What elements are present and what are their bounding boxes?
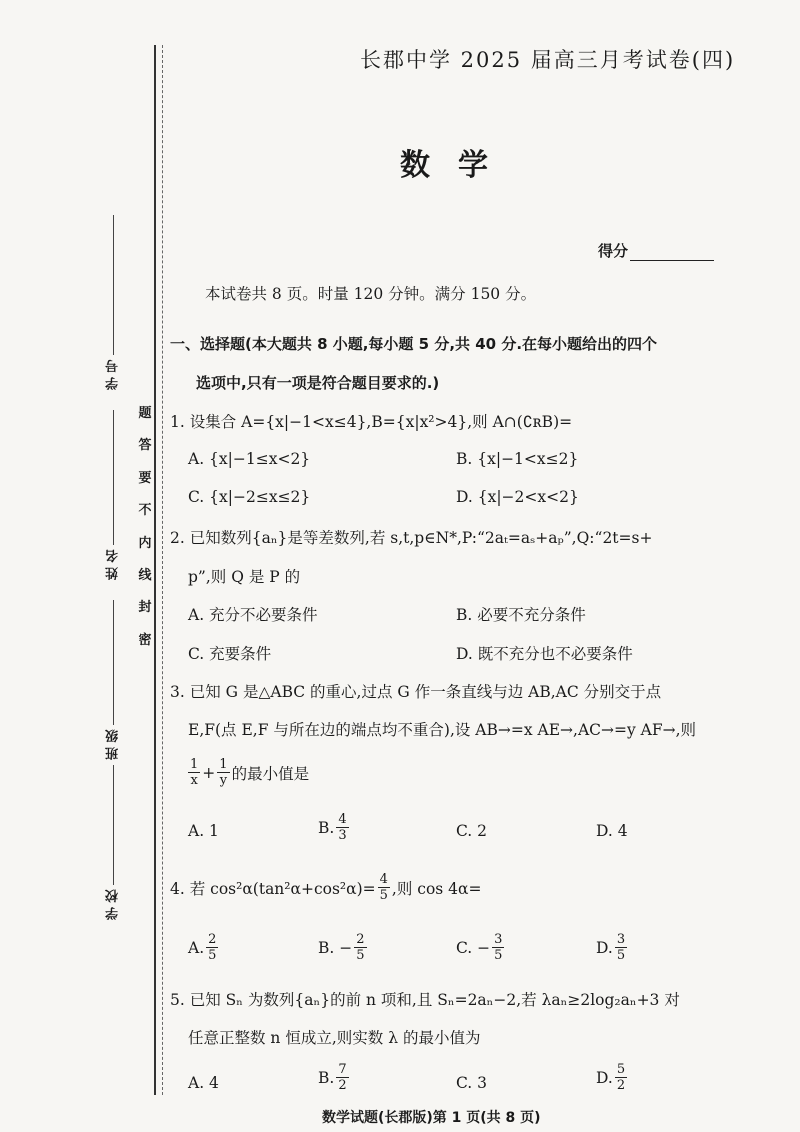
option-label: B. xyxy=(318,1068,335,1087)
score-label: 得分 xyxy=(598,242,629,260)
question-4-stem xyxy=(170,872,482,903)
question-4-text-tail: ,则 cos 4α= xyxy=(391,879,482,898)
option-label: B. − xyxy=(318,938,353,957)
q2-option-a: A. 充分不必要条件 xyxy=(188,606,318,624)
fraction-denominator: 5 xyxy=(494,948,503,963)
seal-char: 线 xyxy=(138,568,152,584)
class-blank xyxy=(113,600,114,725)
fraction-numerator: 3 xyxy=(616,932,626,947)
name-field xyxy=(104,400,123,580)
school-label: 学 校 xyxy=(106,889,121,920)
q5-option-a: A. 4 xyxy=(188,1074,219,1092)
fraction xyxy=(336,1062,348,1093)
fraction-denominator: 3 xyxy=(338,828,347,843)
q5-option-b xyxy=(318,1062,351,1093)
q3-option-d: D. 4 xyxy=(596,822,628,840)
school-blank xyxy=(113,765,114,885)
option-label: C. − xyxy=(456,938,491,957)
q3-option-a: A. 1 xyxy=(188,822,219,840)
q1-option-a: A. {x|−1≤x<2} xyxy=(188,450,311,468)
q2-option-c: C. 充要条件 xyxy=(188,645,272,663)
page-footer: 数学试题(长郡版)第 1 页(共 8 页) xyxy=(322,1110,541,1126)
fraction-numerator: 7 xyxy=(338,1062,347,1077)
fraction xyxy=(615,1062,627,1093)
q4-option-c xyxy=(456,932,506,963)
seal-char: 不 xyxy=(138,503,152,519)
fraction-numerator: 2 xyxy=(208,932,217,947)
name-blank xyxy=(113,410,114,545)
class-label: 班 级 xyxy=(106,729,121,760)
question-1-stem: 1. 设集合 A={x|−1<x≤4},B={x|x²>4},则 A∩(∁ʀB)= xyxy=(170,413,573,431)
fraction xyxy=(378,872,390,903)
seal-char: 密 xyxy=(138,632,152,648)
fraction xyxy=(615,932,627,963)
fraction-numerator: 2 xyxy=(356,932,365,947)
q1-option-d: D. {x|−2<x<2} xyxy=(456,488,579,506)
exam-title: 长郡中学 2025 届高三月考试卷(四) xyxy=(360,48,736,72)
fraction-denominator: 5 xyxy=(356,948,365,963)
subject-title: 数学 xyxy=(400,148,516,183)
class-field xyxy=(104,590,123,760)
seal-notice xyxy=(136,398,154,657)
fraction xyxy=(206,932,218,963)
q4-option-a xyxy=(188,932,220,963)
option-label: D. xyxy=(596,938,613,957)
student-id-blank xyxy=(113,215,114,355)
question-5-stem-cont: 任意正整数 n 恒成立,则实数 λ 的最小值为 xyxy=(188,1029,481,1047)
section-heading-cont: 选项中,只有一项是符合题目要求的.) xyxy=(196,374,440,392)
question-3-tail: 的最小值是 xyxy=(231,764,310,783)
fraction xyxy=(188,757,200,788)
fraction-numerator: 4 xyxy=(379,872,388,887)
q1-option-b: B. {x|−1<x≤2} xyxy=(456,450,579,468)
fraction xyxy=(336,812,348,843)
q5-option-c: C. 3 xyxy=(456,1074,488,1092)
score-blank xyxy=(630,260,714,261)
fraction-denominator: 5 xyxy=(616,948,626,963)
fraction xyxy=(492,932,504,963)
q2-option-d: D. 既不充分也不必要条件 xyxy=(456,645,633,663)
seal-char: 题 xyxy=(138,406,152,421)
question-3-stem: 3. 已知 G 是△ABC 的重心,过点 G 作一条直线与边 AB,AC 分别交于点 xyxy=(170,683,662,701)
option-label: B. xyxy=(318,818,335,837)
fraction-denominator: 2 xyxy=(338,1078,347,1093)
seal-char: 答 xyxy=(138,438,152,454)
seal-char: 要 xyxy=(138,470,152,486)
q2-option-b: B. 必要不充分条件 xyxy=(456,606,586,624)
q5-option-d xyxy=(596,1062,629,1093)
student-id-label: 学 号 xyxy=(106,359,121,390)
fraction-denominator: x xyxy=(190,773,198,788)
fraction-denominator: y xyxy=(219,773,228,788)
q3-option-c: C. 2 xyxy=(456,822,488,840)
section-heading: 一、选择题(本大题共 8 小题,每小题 5 分,共 40 分.在每小题给出的四个 xyxy=(170,335,658,353)
option-label: A. xyxy=(188,938,205,957)
fraction-denominator: 5 xyxy=(208,948,217,963)
q1-option-c: C. {x|−2≤x≤2} xyxy=(188,488,311,506)
seal-char: 封 xyxy=(138,600,152,616)
question-3-expression xyxy=(186,757,309,788)
margin-solid-line xyxy=(154,45,156,1095)
fraction-numerator: 4 xyxy=(338,812,347,827)
score-field xyxy=(598,240,714,261)
fraction-denominator: 2 xyxy=(616,1078,626,1093)
plus-sign: + xyxy=(202,763,216,782)
fraction-numerator: 5 xyxy=(616,1062,626,1077)
margin-dashed-line xyxy=(162,45,163,1095)
question-4-text: 4. 若 cos²α(tan²α+cos²α)= xyxy=(170,879,376,898)
name-label: 姓 名 xyxy=(106,549,121,580)
q3-option-b xyxy=(318,812,351,843)
exam-intro: 本试卷共 8 页。时量 120 分钟。满分 150 分。 xyxy=(205,285,537,303)
school-field xyxy=(104,760,123,920)
fraction-denominator: 5 xyxy=(379,888,388,903)
question-5-stem: 5. 已知 Sₙ 为数列{aₙ}的前 n 项和,且 Sₙ=2aₙ−2,若 λaₙ≥2log₂aₙ+3 对 xyxy=(170,991,680,1009)
question-2-stem-cont: p”,则 Q 是 P 的 xyxy=(188,568,301,586)
question-3-stem-cont: E,F(点 E,F 与所在边的端点均不重合),设 AB→=x AE→,AC→=y AF→,则 xyxy=(188,721,697,739)
fraction xyxy=(354,932,366,963)
question-2-stem: 2. 已知数列{aₙ}是等差数列,若 s,t,p∈N*,P:“2aₜ=aₛ+aₚ”,Q:“2t=s+ xyxy=(170,529,653,547)
student-id-field xyxy=(104,210,123,390)
q4-option-d xyxy=(596,932,629,963)
fraction-numerator: 1 xyxy=(219,757,228,772)
q4-option-b xyxy=(318,932,369,963)
fraction-numerator: 1 xyxy=(190,757,199,772)
fraction-numerator: 3 xyxy=(494,932,503,947)
fraction xyxy=(217,757,229,788)
seal-char: 内 xyxy=(138,535,152,551)
option-label: D. xyxy=(596,1068,613,1087)
